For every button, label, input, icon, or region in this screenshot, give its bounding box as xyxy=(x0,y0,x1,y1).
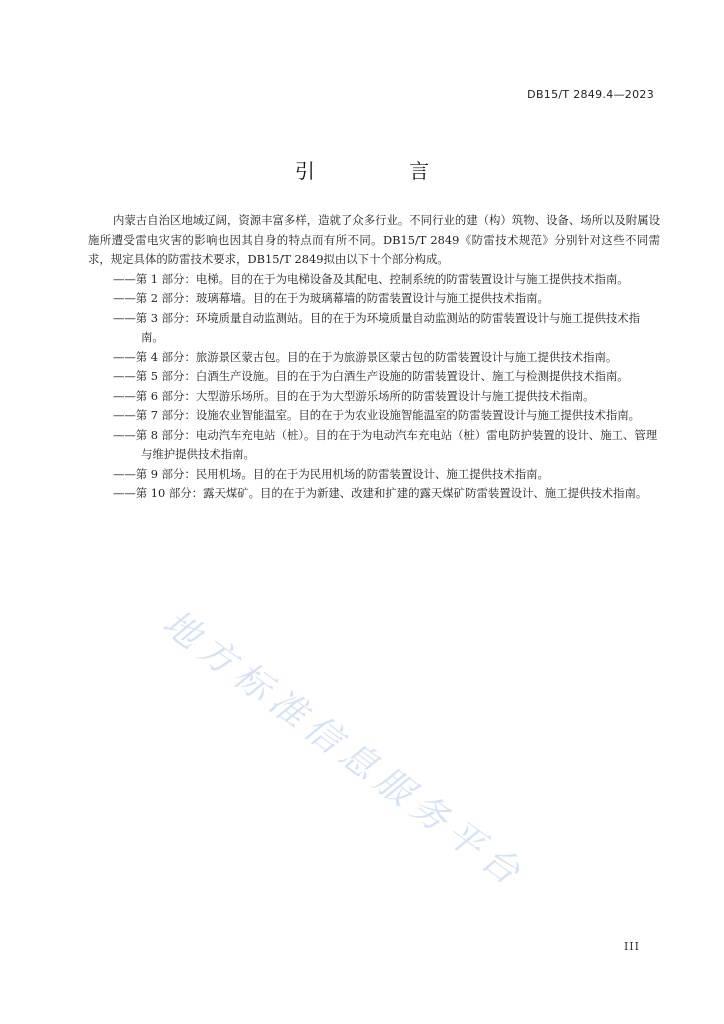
list-item-part-5: ——第 5 部分：白酒生产设施。目的在于为白酒生产设施的防雷装置设计、施工与检测提供技术指南。 xyxy=(113,369,629,383)
document-code: DB15/T 2849.4—2023 xyxy=(527,88,654,101)
page-title: 引 言 xyxy=(294,159,474,183)
intro-paragraph: 内蒙古自治区地域辽阔，资源丰富多样，造就了众多行业。不同行业的建（构）筑物、设备、场所以及附属设施所遭受雷电灾害的影响也因其自身的特点而有所不同。DB15/T 2849《防雷技术规范》分别针对这些不同需求，规定具体的防雷技术要求，DB15/T 2849拟由以下十个部分构成。 xyxy=(88,213,660,266)
list-item-part-7: ——第 7 部分：设施农业智能温室。目的在于为农业设施智能温室的防雷装置设计与施工提供技术指南。 xyxy=(113,408,641,422)
list-item-part-4: ——第 4 部分：旅游景区蒙古包。目的在于为旅游景区蒙古包的防雷装置设计与施工提供技术指南。 xyxy=(113,349,618,364)
watermark-text: 地方标准信息服务平台 xyxy=(154,602,533,898)
list-item-part-8: ——第 8 部分：电动汽车充电站（桩）。目的在于为电动汽车充电站（桩）雷电防护装置的设计、施工、管理与维护提供技术指南。 xyxy=(113,427,658,461)
list-item-part-2: ——第 2 部分：玻璃幕墙。目的在于为玻璃幕墙的防雷装置设计与施工提供技术指南。 xyxy=(113,291,549,305)
document-body xyxy=(88,211,660,504)
page-number: III xyxy=(623,940,640,953)
list-item-part-1: ——第 1 部分：电梯。目的在于为电梯设备及其配电、控制系统的防雷装置设计与施工提供技术指南。 xyxy=(113,271,629,286)
list-item-part-9: ——第 9 部分：民用机场。目的在于为民用机场的防雷装置设计、施工提供技术指南。 xyxy=(113,466,549,481)
list-item-part-6: ——第 6 部分：大型游乐场所。目的在于为大型游乐场所的防雷装置设计与施工提供技术指南。 xyxy=(113,388,595,403)
list-item-part-3: ——第 3 部分：环境质量自动监测站。目的在于为环境质量自动监测站的防雷装置设计与施工提供技术指南。 xyxy=(113,310,641,344)
list-item-part-10: ——第 10 部分：露天煤矿。目的在于为新建、改建和扩建的露天煤矿防雷装置设计、施工提供技术指南。 xyxy=(113,486,648,500)
